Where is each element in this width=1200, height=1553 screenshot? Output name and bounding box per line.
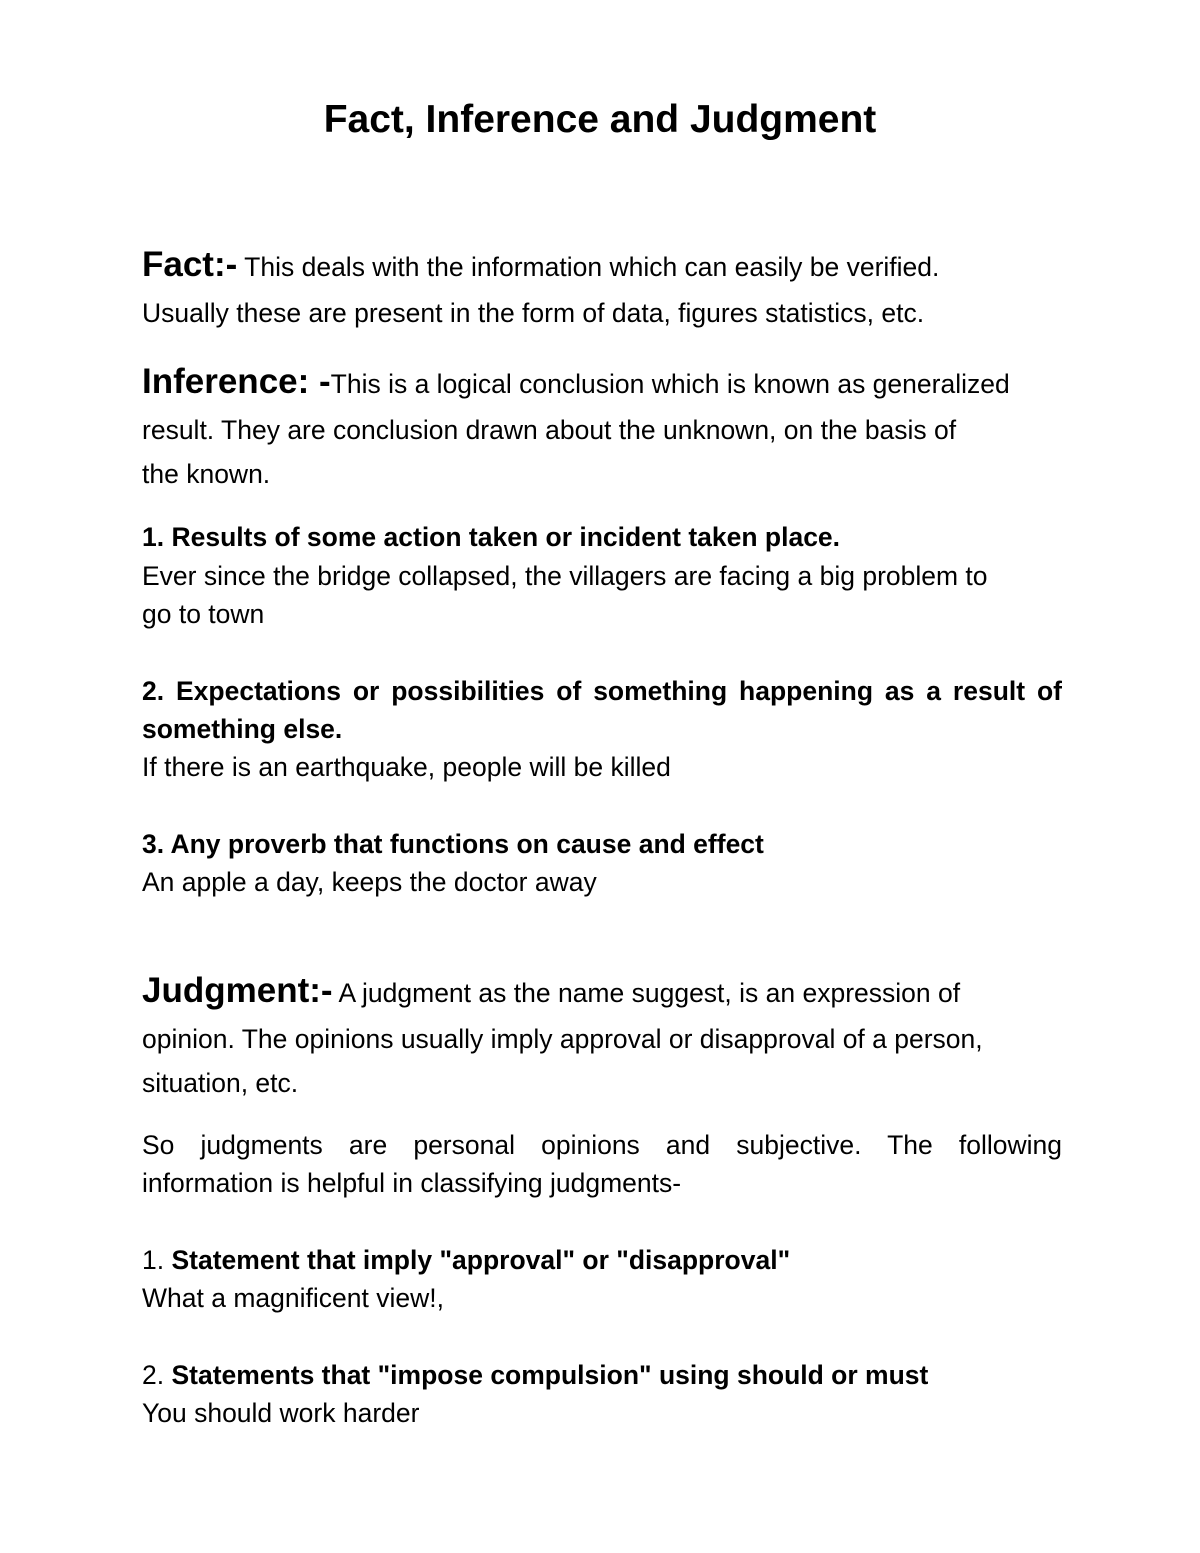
inference-item-1-example-2: go to town xyxy=(142,599,265,629)
judgment-item-1-example-1: What a magnificent view!, xyxy=(142,1283,444,1313)
inference-term: Inference: - xyxy=(142,362,331,401)
judgment-item-2-example-1: You should work harder xyxy=(142,1398,420,1428)
judgment-item-1-number: 1. xyxy=(142,1245,172,1275)
fact-text-2: Usually these are present in the form of data, figures statistics, etc. xyxy=(142,298,925,328)
inference-text-2: result. They are conclusion drawn about the unknown, on the basis of xyxy=(142,415,957,445)
judgment-item-2-heading: Statements that "impose compulsion" using should or must xyxy=(171,1360,929,1390)
judgment-item-1-heading: Statement that imply "approval" or "disapproval" xyxy=(171,1245,791,1275)
judgment-text-2: opinion. The opinions usually imply approval or disapproval of a person, xyxy=(142,1024,983,1054)
judgment-term: Judgment:- xyxy=(142,971,333,1010)
judgment-item-2-heading-line xyxy=(142,1358,1062,1392)
page-title: Fact, Inference and Judgment xyxy=(323,98,877,141)
inference-text-1: This is a logical conclusion which is known as generalized xyxy=(330,369,1010,399)
inference-item-1-example-1: Ever since the bridge collapsed, the villagers are facing a big problem to xyxy=(142,561,988,591)
judgment-item-2-number: 2. xyxy=(142,1360,172,1390)
fact-definition-line-1 xyxy=(142,245,1062,285)
inference-item-1-heading: 1. Results of some action taken or incident taken place. xyxy=(142,522,841,552)
judgment-paragraph-line-1: So judgments are personal opinions and subjective. The following xyxy=(142,1130,1062,1160)
judgment-paragraph-line-2: information is helpful in classifying judgments- xyxy=(142,1168,682,1198)
inference-text-3: the known. xyxy=(142,459,271,489)
judgment-item-1-heading-line xyxy=(142,1243,1062,1277)
inference-item-2-heading-1: 2. Expectations or possibilities of something happening as a result of xyxy=(142,676,1062,706)
inference-item-3-heading: 3. Any proverb that functions on cause and effect xyxy=(142,829,764,859)
inference-item-2-heading-2: something else. xyxy=(142,714,343,744)
inference-item-2-example-1: If there is an earthquake, people will be killed xyxy=(142,752,671,782)
judgment-text-1: A judgment as the name suggest, is an expression of xyxy=(332,978,961,1008)
judgment-text-3: situation, etc. xyxy=(142,1068,299,1098)
inference-definition-line-1 xyxy=(142,362,1062,402)
fact-term: Fact:- xyxy=(142,245,238,284)
judgment-definition-line-1 xyxy=(142,971,1062,1011)
fact-text-1: This deals with the information which can easily be verified. xyxy=(237,252,940,282)
inference-item-3-example-1: An apple a day, keeps the doctor away xyxy=(142,867,597,897)
